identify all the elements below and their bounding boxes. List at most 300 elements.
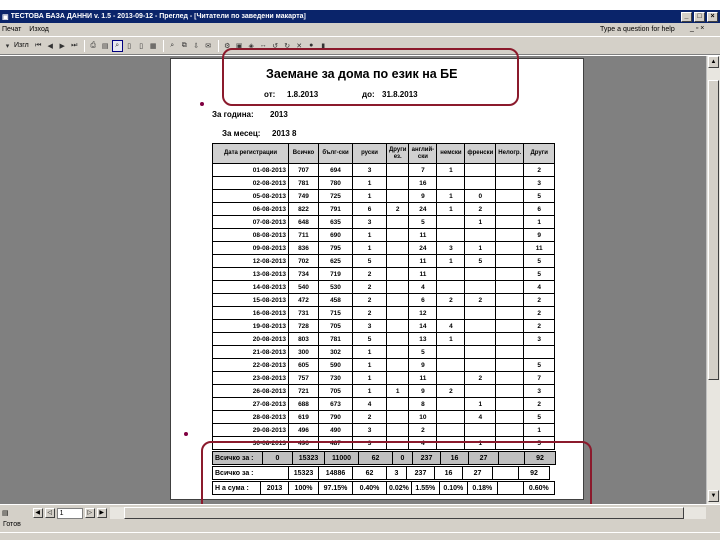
from-label: от: bbox=[264, 90, 276, 99]
table-cell: 791 bbox=[319, 203, 353, 216]
table-cell bbox=[496, 307, 524, 320]
table-cell: 1 bbox=[353, 385, 387, 398]
table-cell: 702 bbox=[289, 255, 319, 268]
table-cell: 3 bbox=[437, 242, 465, 255]
table-cell: 3 bbox=[524, 333, 555, 346]
tool-icon[interactable]: ↻ bbox=[284, 42, 291, 50]
table-cell: 4 bbox=[524, 281, 555, 294]
table-cell bbox=[437, 424, 465, 437]
table-cell bbox=[387, 398, 409, 411]
table-cell: 731 bbox=[289, 307, 319, 320]
table-cell bbox=[387, 190, 409, 203]
prev-page-icon[interactable]: ◀ bbox=[47, 42, 53, 50]
table-cell: 1 bbox=[465, 398, 496, 411]
table-cell: 822 bbox=[289, 203, 319, 216]
from-value: 1.8.2013 bbox=[287, 90, 319, 99]
table-cell bbox=[437, 177, 465, 190]
table-cell: 635 bbox=[319, 216, 353, 229]
table-cell: 7 bbox=[524, 372, 555, 385]
vertical-scrollbar[interactable] bbox=[706, 56, 720, 504]
table-cell: 2 bbox=[465, 372, 496, 385]
total-cell: 62 bbox=[359, 452, 393, 465]
table-cell: 590 bbox=[319, 359, 353, 372]
table-cell bbox=[387, 229, 409, 242]
table-cell bbox=[465, 424, 496, 437]
summary-cell: 1.55% bbox=[411, 482, 439, 495]
table-row bbox=[213, 346, 555, 359]
summary-cell: 97.15% bbox=[319, 482, 353, 495]
table-row bbox=[213, 320, 555, 333]
email-icon[interactable]: ✉ bbox=[205, 42, 212, 50]
table-cell: 2 bbox=[353, 268, 387, 281]
single-page-icon[interactable]: ▯ bbox=[127, 42, 132, 50]
table-cell: 781 bbox=[319, 333, 353, 346]
table-cell: 625 bbox=[319, 255, 353, 268]
table-cell: 705 bbox=[319, 385, 353, 398]
table-cell bbox=[465, 281, 496, 294]
table-cell: 1 bbox=[353, 346, 387, 359]
tool-icon[interactable]: ⚙ bbox=[224, 42, 231, 50]
report-title: Заемане за дома по език на БЕ bbox=[266, 67, 458, 81]
mdi-window-controls[interactable]: _ ▫ × bbox=[690, 25, 705, 32]
table-row bbox=[213, 424, 555, 437]
total-cell: Всичко за : bbox=[213, 452, 263, 465]
table-cell: 9 bbox=[409, 190, 437, 203]
table-cell: 0 bbox=[465, 190, 496, 203]
table-cell bbox=[465, 333, 496, 346]
tool-icon[interactable]: ↔ bbox=[259, 42, 267, 49]
table-cell: 530 bbox=[319, 281, 353, 294]
close-button[interactable]: × bbox=[707, 12, 718, 22]
table-row bbox=[213, 190, 555, 203]
table-cell: 19-08-2013 bbox=[213, 320, 289, 333]
table-cell: 496 bbox=[289, 424, 319, 437]
table-cell bbox=[387, 372, 409, 385]
taskbar bbox=[0, 532, 720, 540]
summary-cell: 0.10% bbox=[439, 482, 467, 495]
copy-icon[interactable]: ⧉ bbox=[181, 41, 187, 49]
highlight-box-title bbox=[222, 48, 519, 106]
tool-icon[interactable]: ▣ bbox=[235, 42, 243, 50]
table-row bbox=[213, 372, 555, 385]
table-cell: 13 bbox=[409, 333, 437, 346]
table-cell: 8 bbox=[409, 398, 437, 411]
table-cell: 705 bbox=[319, 320, 353, 333]
table-cell: 14 bbox=[409, 320, 437, 333]
table-cell: 1 bbox=[437, 333, 465, 346]
column-header: Нелогр. bbox=[496, 144, 524, 164]
table-cell: 3 bbox=[353, 437, 387, 450]
view-label[interactable]: Изгл bbox=[14, 42, 29, 49]
column-header: немски bbox=[437, 144, 465, 164]
table-cell: 5 bbox=[524, 268, 555, 281]
table-cell: 300 bbox=[289, 346, 319, 359]
menu-item-print[interactable]: Печат bbox=[2, 26, 22, 33]
total-cell: 92 bbox=[525, 452, 556, 465]
table-cell: 14-08-2013 bbox=[213, 281, 289, 294]
table-cell bbox=[496, 294, 524, 307]
view-icon[interactable]: ▾ bbox=[5, 42, 10, 50]
zoom-icon[interactable]: ⌕ bbox=[112, 40, 123, 52]
table-cell bbox=[496, 177, 524, 190]
table-cell: 1 bbox=[353, 242, 387, 255]
table-cell: 3 bbox=[524, 385, 555, 398]
table-cell bbox=[465, 385, 496, 398]
status-text: Готов bbox=[3, 521, 21, 528]
table-cell: 06-08-2013 bbox=[213, 203, 289, 216]
summary-cell: 0.18% bbox=[467, 482, 497, 495]
table-cell: 01-08-2013 bbox=[213, 164, 289, 177]
summary-cell: Всичко за : bbox=[213, 467, 289, 480]
table-cell bbox=[437, 281, 465, 294]
table-cell: 795 bbox=[319, 242, 353, 255]
table-cell: 5 bbox=[465, 255, 496, 268]
summary-cell: 15323 bbox=[289, 467, 319, 480]
table-cell: 688 bbox=[289, 398, 319, 411]
table-cell: 3 bbox=[353, 424, 387, 437]
table-cell: 5 bbox=[353, 333, 387, 346]
prev-record-icon[interactable]: ◁ bbox=[45, 508, 55, 518]
table-cell: 540 bbox=[289, 281, 319, 294]
table-cell: 2 bbox=[524, 320, 555, 333]
table-cell: 2 bbox=[524, 398, 555, 411]
table-cell: 803 bbox=[289, 333, 319, 346]
month-value: 2013 8 bbox=[272, 129, 297, 138]
table-cell: 1 bbox=[465, 437, 496, 450]
summary-cell: 92 bbox=[519, 467, 550, 480]
page-number-input[interactable]: 1 bbox=[57, 508, 83, 519]
print-icon[interactable]: ⎙ bbox=[90, 41, 97, 49]
summary-cell: 0.60% bbox=[523, 482, 554, 495]
scroll-down-icon[interactable]: ▼ bbox=[708, 490, 719, 502]
table-cell bbox=[465, 268, 496, 281]
total-cell: 16 bbox=[441, 452, 469, 465]
table-cell: 5 bbox=[524, 255, 555, 268]
total-cell: 11000 bbox=[325, 452, 359, 465]
column-header: Дата регистрации bbox=[213, 144, 289, 164]
table-cell bbox=[496, 255, 524, 268]
table-cell: 24 bbox=[409, 242, 437, 255]
table-cell bbox=[387, 320, 409, 333]
total-cell: 27 bbox=[469, 452, 499, 465]
table-cell bbox=[465, 346, 496, 359]
last-page-icon[interactable]: ⏭ bbox=[71, 41, 78, 49]
year-label: За година: bbox=[212, 110, 254, 119]
first-record-icon[interactable]: ◀ bbox=[33, 508, 43, 518]
table-cell bbox=[496, 281, 524, 294]
table-cell: 605 bbox=[289, 359, 319, 372]
table-row bbox=[213, 333, 555, 346]
table-row bbox=[213, 307, 555, 320]
table-cell bbox=[465, 164, 496, 177]
table-cell: 836 bbox=[289, 242, 319, 255]
table-cell bbox=[496, 242, 524, 255]
multi-pages-icon[interactable]: ▦ bbox=[149, 42, 157, 50]
table-cell: 15-08-2013 bbox=[213, 294, 289, 307]
page-navigator bbox=[2, 506, 109, 520]
table-row bbox=[213, 411, 555, 424]
maximize-button[interactable]: □ bbox=[694, 12, 705, 22]
table-cell: 1 bbox=[465, 216, 496, 229]
table-cell: 715 bbox=[319, 307, 353, 320]
table-cell: 2 bbox=[437, 385, 465, 398]
table-header-row bbox=[213, 144, 555, 164]
table-row bbox=[213, 294, 555, 307]
table-cell: 9 bbox=[409, 385, 437, 398]
table-cell: 07-08-2013 bbox=[213, 216, 289, 229]
to-value: 31.8.2013 bbox=[382, 90, 418, 99]
table-cell: 3 bbox=[353, 320, 387, 333]
hscroll-thumb[interactable] bbox=[124, 507, 684, 519]
table-cell bbox=[437, 268, 465, 281]
table-cell: 24 bbox=[409, 203, 437, 216]
minimize-button[interactable]: _ bbox=[681, 12, 692, 22]
total-cell: 0 bbox=[263, 452, 293, 465]
summary-cell: 27 bbox=[463, 467, 493, 480]
summary-cell: Н а сума : bbox=[213, 482, 261, 495]
table-cell: 13-08-2013 bbox=[213, 268, 289, 281]
table-cell bbox=[496, 385, 524, 398]
table-cell bbox=[387, 294, 409, 307]
table-cell: 12-08-2013 bbox=[213, 255, 289, 268]
top-strip bbox=[0, 0, 720, 10]
table-row bbox=[213, 385, 555, 398]
table-cell: 11 bbox=[524, 242, 555, 255]
table-cell: 02-08-2013 bbox=[213, 177, 289, 190]
table-cell: 11 bbox=[409, 229, 437, 242]
table-cell bbox=[496, 229, 524, 242]
app-icon: ▣ bbox=[2, 13, 9, 21]
table-cell: 757 bbox=[289, 372, 319, 385]
table-row bbox=[213, 242, 555, 255]
toolbar-separator bbox=[163, 40, 164, 52]
table-cell bbox=[387, 216, 409, 229]
menu-item-exit[interactable]: Изход bbox=[29, 26, 49, 33]
summary-cell: 100% bbox=[289, 482, 319, 495]
toolbar-grip-icon[interactable]: ▮ bbox=[321, 42, 326, 50]
table-row bbox=[213, 216, 555, 229]
table-cell: 10 bbox=[409, 411, 437, 424]
column-header: Всичко bbox=[289, 144, 319, 164]
table-cell bbox=[387, 242, 409, 255]
table-cell: 09-08-2013 bbox=[213, 242, 289, 255]
table-cell: 16-08-2013 bbox=[213, 307, 289, 320]
table-cell: 4 bbox=[437, 320, 465, 333]
table-cell: 490 bbox=[319, 424, 353, 437]
table-cell bbox=[496, 372, 524, 385]
total-cell: 15323 bbox=[293, 452, 325, 465]
table-cell: 749 bbox=[289, 190, 319, 203]
table-cell bbox=[387, 346, 409, 359]
table-row bbox=[213, 177, 555, 190]
first-page-icon[interactable]: ⏮ bbox=[35, 41, 42, 49]
table-cell bbox=[465, 229, 496, 242]
table-cell: 30-08-2013 bbox=[213, 437, 289, 450]
table-cell bbox=[437, 307, 465, 320]
help-search-box[interactable]: Type a question for help bbox=[600, 26, 675, 33]
table-cell: 730 bbox=[319, 372, 353, 385]
table-cell bbox=[437, 359, 465, 372]
page-setup-icon[interactable]: ▤ bbox=[101, 42, 109, 50]
table-cell bbox=[496, 398, 524, 411]
table-cell bbox=[387, 268, 409, 281]
table-cell: 2 bbox=[387, 203, 409, 216]
table-cell: 1 bbox=[437, 190, 465, 203]
table-cell bbox=[387, 281, 409, 294]
table-cell: 1 bbox=[465, 242, 496, 255]
table-cell: 2 bbox=[437, 294, 465, 307]
table-cell: 05-08-2013 bbox=[213, 190, 289, 203]
scroll-up-icon[interactable]: ▲ bbox=[708, 56, 719, 68]
table-row bbox=[213, 359, 555, 372]
table-row bbox=[213, 203, 555, 216]
table-cell: 2 bbox=[409, 424, 437, 437]
table-cell bbox=[496, 346, 524, 359]
tool-icon[interactable]: ✕ bbox=[296, 42, 303, 50]
table-cell: 4 bbox=[465, 411, 496, 424]
table-cell bbox=[437, 216, 465, 229]
table-cell: 619 bbox=[289, 411, 319, 424]
table-cell: 2 bbox=[465, 203, 496, 216]
table-cell bbox=[496, 320, 524, 333]
table-cell: 721 bbox=[289, 385, 319, 398]
table-cell: 6 bbox=[524, 203, 555, 216]
table-cell: 6 bbox=[353, 203, 387, 216]
table-cell: 790 bbox=[319, 411, 353, 424]
table-cell: 1 bbox=[437, 255, 465, 268]
table-cell: 22-08-2013 bbox=[213, 359, 289, 372]
tool-icon[interactable]: ↺ bbox=[272, 42, 279, 50]
next-record-icon[interactable]: ▷ bbox=[85, 508, 95, 518]
table-cell: 648 bbox=[289, 216, 319, 229]
table-cell bbox=[437, 346, 465, 359]
table-cell: 2 bbox=[353, 294, 387, 307]
table-cell bbox=[387, 164, 409, 177]
table-cell: 690 bbox=[319, 229, 353, 242]
table-cell: 734 bbox=[289, 268, 319, 281]
table-cell bbox=[437, 229, 465, 242]
table-cell: 5 bbox=[524, 437, 555, 450]
last-record-icon[interactable]: ▶ bbox=[97, 508, 107, 518]
table-cell: 29-08-2013 bbox=[213, 424, 289, 437]
table-cell: 1 bbox=[437, 164, 465, 177]
table-cell: 4 bbox=[353, 398, 387, 411]
next-page-icon[interactable]: ▶ bbox=[59, 42, 65, 50]
table-cell bbox=[496, 164, 524, 177]
table-cell: 1 bbox=[353, 190, 387, 203]
table-cell bbox=[465, 307, 496, 320]
table-cell: 4 bbox=[409, 437, 437, 450]
total-cell: 237 bbox=[413, 452, 441, 465]
table-cell: 1 bbox=[353, 359, 387, 372]
scroll-thumb[interactable] bbox=[708, 80, 719, 380]
table-cell: 673 bbox=[319, 398, 353, 411]
table-cell: 725 bbox=[319, 190, 353, 203]
data-table bbox=[212, 143, 555, 450]
column-header: руски bbox=[353, 144, 387, 164]
table-cell: 694 bbox=[319, 164, 353, 177]
column-header: Други ез. bbox=[387, 144, 409, 164]
table-row bbox=[213, 268, 555, 281]
table-cell: 11 bbox=[409, 268, 437, 281]
table-cell bbox=[387, 307, 409, 320]
window-title: ТЕСТОВА БАЗА ДАННИ v. 1.5 - 2013-09-12 - Преглед - [Читатели по заведени макарта] bbox=[10, 13, 306, 20]
table-body bbox=[213, 164, 555, 450]
table-cell: 2 bbox=[524, 307, 555, 320]
table-cell: 11 bbox=[409, 255, 437, 268]
summary-cell: 62 bbox=[353, 467, 387, 480]
table-cell bbox=[387, 333, 409, 346]
table-cell bbox=[496, 424, 524, 437]
table-cell: 5 bbox=[353, 255, 387, 268]
tool-icon[interactable]: ● bbox=[309, 42, 314, 49]
two-pages-icon[interactable]: ▯ bbox=[139, 42, 144, 50]
table-cell: 1 bbox=[524, 424, 555, 437]
total-cell: 0 bbox=[393, 452, 413, 465]
table-row bbox=[213, 255, 555, 268]
table-cell: 472 bbox=[289, 294, 319, 307]
slide-bullet bbox=[200, 102, 204, 106]
table-cell: 9 bbox=[409, 359, 437, 372]
table-cell bbox=[437, 372, 465, 385]
table-cell: 1 bbox=[387, 385, 409, 398]
table-row bbox=[213, 164, 555, 177]
table-cell: 28-08-2013 bbox=[213, 411, 289, 424]
table-cell bbox=[465, 177, 496, 190]
year-value: 2013 bbox=[270, 110, 288, 119]
table-cell: 3 bbox=[353, 164, 387, 177]
column-header: френски bbox=[465, 144, 496, 164]
summary-cell: 237 bbox=[407, 467, 435, 480]
table-cell bbox=[524, 346, 555, 359]
column-header: бълг-ски bbox=[319, 144, 353, 164]
tool-icon[interactable]: ◈ bbox=[248, 42, 254, 50]
table-cell: 27-08-2013 bbox=[213, 398, 289, 411]
table-cell: 08-08-2013 bbox=[213, 229, 289, 242]
table-cell: 2 bbox=[353, 281, 387, 294]
horizontal-scrollbar[interactable] bbox=[110, 507, 706, 519]
table-cell: 2 bbox=[353, 307, 387, 320]
table-cell bbox=[387, 359, 409, 372]
table-cell bbox=[465, 320, 496, 333]
table-cell: 9 bbox=[524, 229, 555, 242]
table-cell: 2 bbox=[353, 411, 387, 424]
table-cell: 458 bbox=[319, 294, 353, 307]
table-cell: 26-08-2013 bbox=[213, 385, 289, 398]
table-cell: 2 bbox=[524, 294, 555, 307]
table-row bbox=[213, 281, 555, 294]
table-cell: 719 bbox=[319, 268, 353, 281]
export-icon[interactable]: ⇩ bbox=[193, 42, 200, 50]
table-cell bbox=[496, 333, 524, 346]
table-cell bbox=[437, 398, 465, 411]
table-cell bbox=[496, 216, 524, 229]
table-cell bbox=[387, 424, 409, 437]
summary-cell: 14886 bbox=[319, 467, 353, 480]
table-cell: 487 bbox=[319, 437, 353, 450]
table-row bbox=[213, 398, 555, 411]
table-cell bbox=[496, 411, 524, 424]
find-icon[interactable]: ⌕ bbox=[170, 41, 175, 49]
table-cell bbox=[496, 203, 524, 216]
table-cell: 12 bbox=[409, 307, 437, 320]
table-cell bbox=[387, 411, 409, 424]
table-cell: 2 bbox=[524, 164, 555, 177]
table-cell: 711 bbox=[289, 229, 319, 242]
toolbar-separator bbox=[218, 40, 219, 52]
table-cell: 2 bbox=[465, 294, 496, 307]
table-cell: 1 bbox=[353, 177, 387, 190]
